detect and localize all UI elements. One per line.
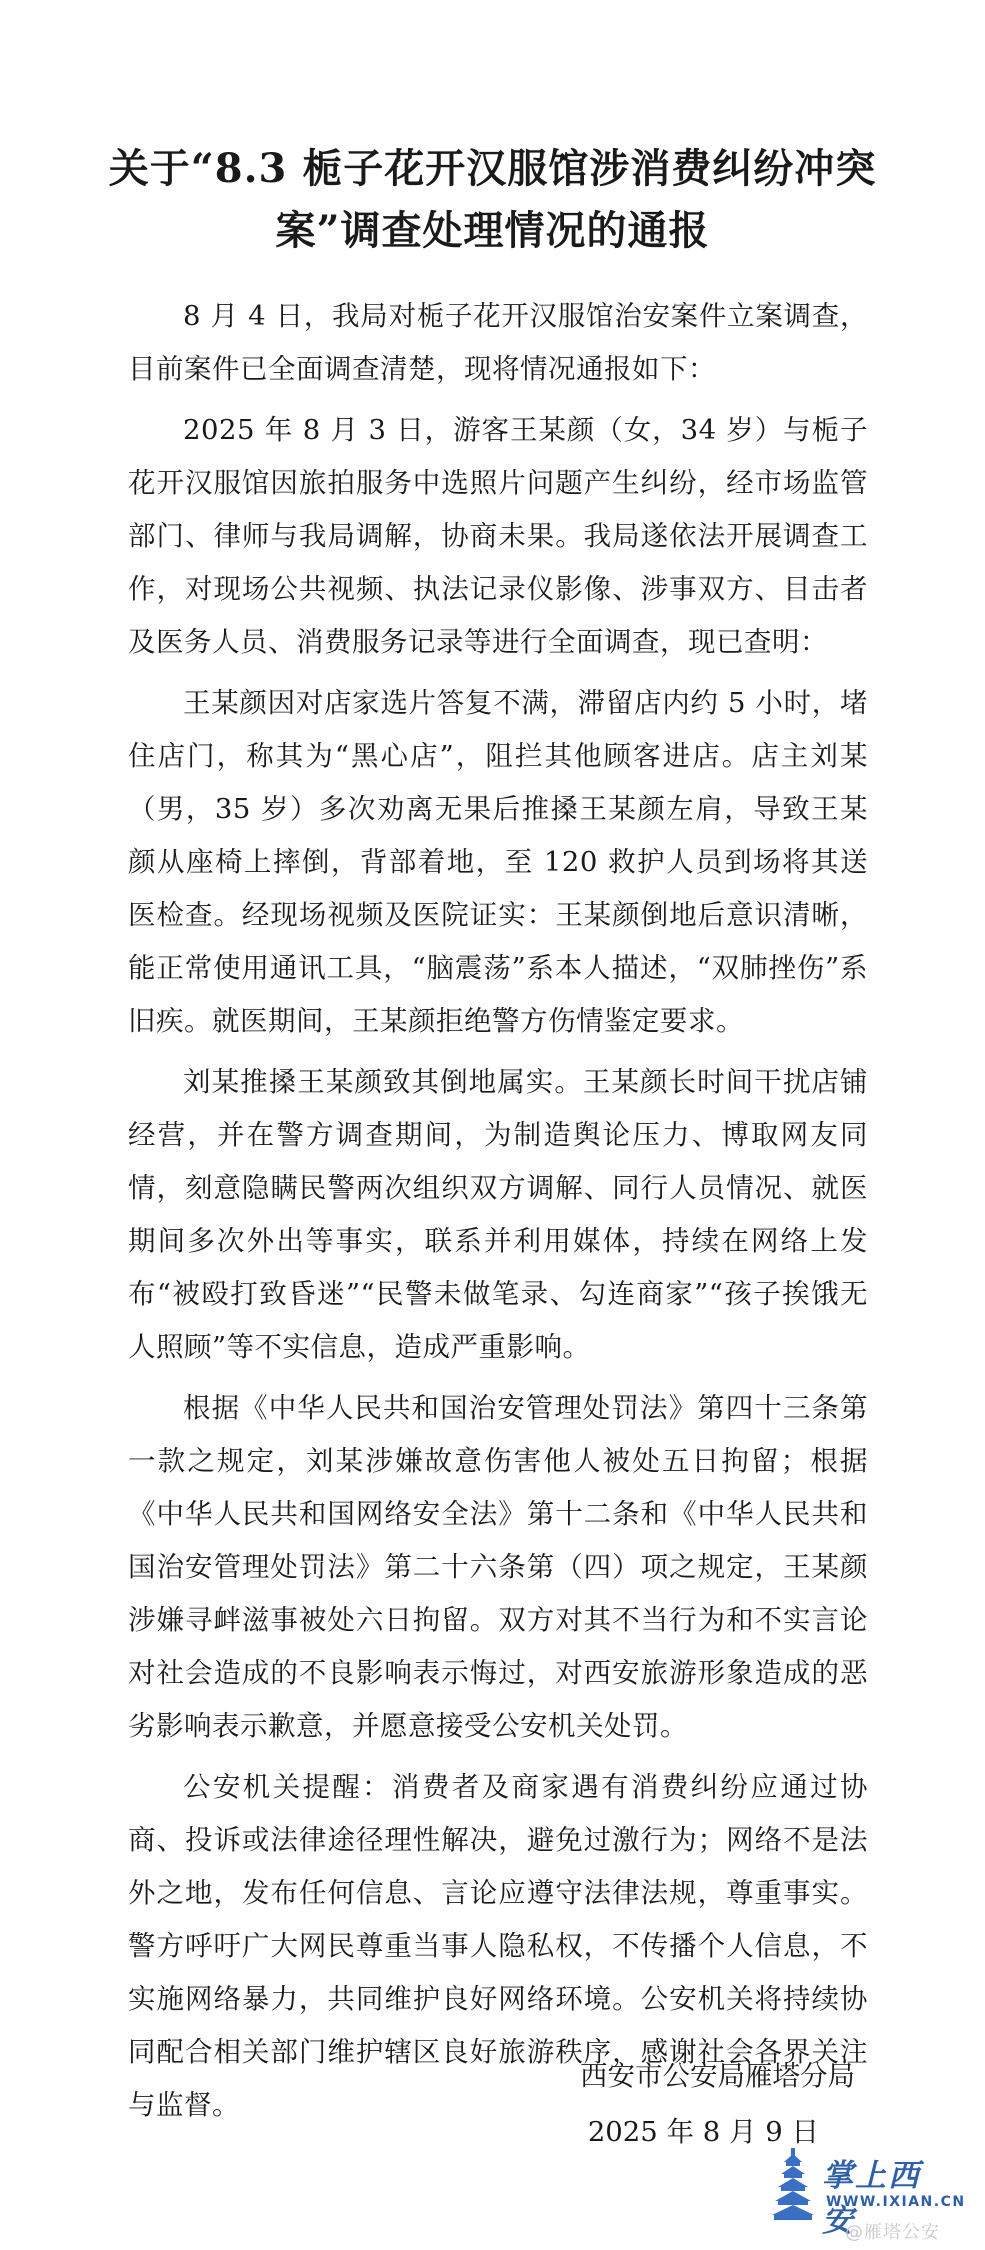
paragraph-conduct: 刘某推搡王某颜致其倒地属实。王某颜长时间干扰店铺经营，并在警方调查期间，为制造舆论压力、博取网友同情，刻意隐瞒民警两次组织双方调解、同行人员情况、就医期间多次外出等事实，联系并利用媒体，持续在网络上发布“被殴打致昏迷”“民警未做笔录、勾连商家”“孩子挨饿无人照顾”等不实信息，造成严重影响。 [128, 1066, 868, 1363]
weibo-watermark: @雁塔公安 [845, 2222, 940, 2243]
issue-date: 2025 年 8 月 9 日 [587, 2116, 819, 2148]
logo-text: 掌上西安 [822, 2158, 921, 2239]
tower-icon [770, 2148, 816, 2220]
paragraph-findings: 王某颜因对店家选片答复不满，滞留店内约 5 小时，堵住店门，称其为“黑心店”，阻拦其他顾客进店。店主刘某（男，35 岁）多次劝离无果后推搡王某颜左肩，导致王某颜从座椅上摔倒，背部着地，至 120 救护人员到场将其送医检查。经现场视频及医院证实：王某颜倒地后意识清晰，能正常使用通讯工具，“脑震荡”系本人描述，“双肺挫伤”系旧疾。就医期间，王某颜拒绝警方伤情鉴定要求。 [128, 687, 868, 1037]
paragraph-intro: 8 月 4 日，我局对栀子花开汉服馆治安案件立案调查，目前案件已全面调查清楚，现将情况通报如下： [128, 300, 868, 385]
issuer-name: 西安市公安局雁塔分局 [580, 2060, 855, 2092]
document-title: 关于“8.3 栀子花开汉服馆涉消费纠纷冲突案”调查处理情况的通报 [108, 145, 877, 254]
paragraph-reminder: 公安机关提醒：消费者及商家遇有消费纠纷应通过协商、投诉或法律途径理性解决，避免过激行为；网络不是法外之地，发布任何信息、言论应遵守法律法规，尊重事实。警方呼吁广大网民尊重当事人隐私权，不传播个人信息，不实施网络暴力，共同维护良好网络环境。公安机关将持续协同配合相关部门维护辖区良好旅游秩序，感谢社会各界关注与监督。 [128, 1771, 868, 2121]
paragraph-penalty: 根据《中华人民共和国治安管理处罚法》第四十三条第一款之规定，刘某涉嫌故意伤害他人被处五日拘留；根据《中华人民共和国网络安全法》第十二条和《中华人民共和国治安管理处罚法》第二十六条第（四）项之规定，王某颜涉嫌寻衅滋事被处六日拘留。双方对其不当行为和不实言论对社会造成的不良影响表示悔过，对西安旅游形象造成的恶劣影响表示歉意，并愿意接受公安机关处罚。 [128, 1392, 868, 1742]
signature-block [580, 2048, 855, 2160]
logo-url: WWW.IXIAN.CN [826, 2194, 966, 2210]
document-body [128, 290, 868, 2140]
paragraph-incident: 2025 年 8 月 3 日，游客王某颜（女，34 岁）与栀子花开汉服馆因旅拍服务中选照片问题产生纠纷，经市场监管部门、律师与我局调解，协商未果。我局遂依法开展调查工作，对现场公共视频、执法记录仪影像、涉事双方、目击者及医务人员、消费服务记录等进行全面调查，现已查明： [128, 414, 868, 658]
